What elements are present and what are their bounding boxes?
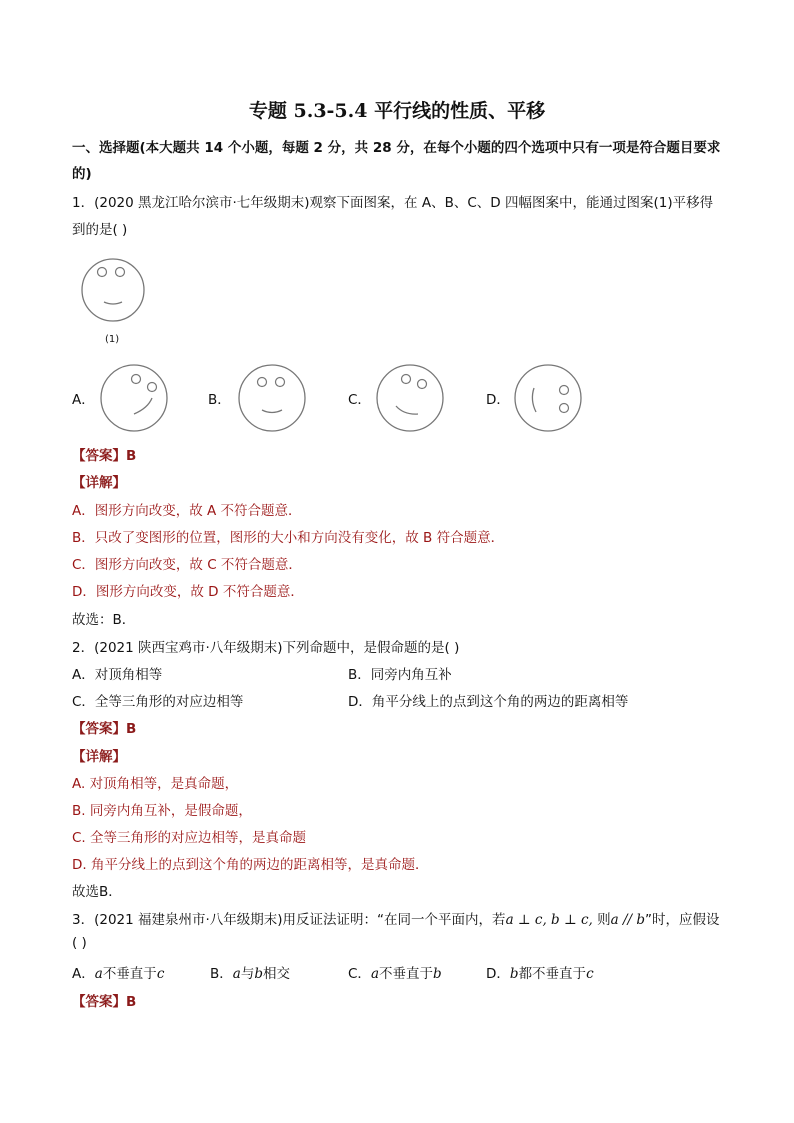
q1-answer: 【答案】B: [72, 448, 137, 464]
q1-explanation-b: B．只改了变图形的位置，图形的大小和方向没有变化，故 B 符合题意．: [72, 530, 505, 546]
q3-answer: 【答案】B: [72, 994, 137, 1010]
q1-option-d-face: [512, 362, 584, 434]
q3-option-b-var1: a: [232, 966, 241, 982]
q3-stem-mid: 则: [597, 912, 611, 928]
q1-figure-caption: (1): [105, 334, 120, 345]
q1-option-c-label: C．: [348, 392, 371, 408]
q3-option-c-letter: C．: [348, 966, 371, 982]
q1-conclusion: 故选：B．: [72, 612, 136, 628]
section-heading-line2: 的): [72, 166, 92, 182]
q3-option-c: [348, 962, 442, 982]
q1-stem-line2: 到的是( ): [72, 222, 128, 238]
q1-option-d-label: D．: [486, 392, 510, 408]
q1-explanation-c: C．图形方向改变，故 C 不符合题意．: [72, 557, 302, 573]
q1-option-c-face: [374, 362, 446, 434]
q3-option-a-var1: a: [94, 966, 103, 982]
q2-explanation-d: D. 角平分线上的点到这个角的两边的距离相等，是真命题．: [72, 857, 429, 873]
q3-option-a: [72, 962, 164, 982]
q3-math-conclusion: a // b: [610, 912, 645, 928]
q2-stem: 2．(2021 陕西宝鸡市·八年级期末)下列命题中，是假命题的是( ): [72, 640, 460, 656]
q2-explanation-c: C. 全等三角形的对应边相等，是真命题: [72, 830, 307, 846]
q1-option-b-label: B．: [208, 392, 231, 408]
q2-answer: 【答案】B: [72, 721, 137, 737]
q1-explanation-a: A．图形方向改变，故 A 不符合题意．: [72, 503, 302, 519]
q3-stem-line2: ( ): [72, 935, 87, 951]
q3-option-c-var2: b: [433, 966, 442, 982]
q1-figure-1-face: [78, 255, 148, 325]
q3-stem-post: ”时，应假设: [644, 912, 720, 928]
q3-math-condition: a ⊥ c, b ⊥ c,: [505, 912, 598, 928]
q3-option-a-var2: c: [156, 966, 165, 982]
q1-stem-line1: 1．(2020 黑龙江哈尔滨市·七年级期末)观察下面图案，在 A、B、C、D 四幅图案中，能通过图案(1)平移得: [72, 195, 714, 211]
q2-explanation-b: B. 同旁内角互补，是假命题，: [72, 803, 252, 819]
q1-option-b-face: [236, 362, 308, 434]
q3-option-a-letter: A．: [72, 966, 95, 982]
q3-option-d-var1: b: [509, 966, 519, 982]
q3-option-b-letter: B．: [210, 966, 233, 982]
q2-conclusion: 故选B．: [72, 884, 122, 900]
page-title: 专题 5.3-5.4 平行线的性质、平移: [248, 100, 546, 122]
q3-option-a-text: 不垂直于: [102, 966, 157, 982]
q3-option-d-var2: c: [586, 966, 594, 982]
q3-option-d-text: 都不垂直于: [518, 966, 587, 982]
q3-stem-line1: [72, 908, 719, 928]
q2-explanation-a: A. 对顶角相等，是真命题，: [72, 776, 239, 792]
q2-detail-label: 【详解】: [72, 749, 126, 765]
q3-option-b: [210, 962, 290, 982]
q3-option-c-var1: a: [370, 966, 379, 982]
q3-stem-pre: 3．(2021 福建泉州市·八年级期末)用反证法证明：“在同一个平面内，若: [72, 912, 506, 928]
q3-option-d-letter: D．: [486, 966, 510, 982]
q3-option-b-text: 与: [240, 966, 255, 982]
q3-option-d: [486, 962, 594, 982]
q1-detail-label: 【详解】: [72, 475, 126, 491]
q3-option-c-text: 不垂直于: [379, 966, 433, 982]
q3-option-b-var2: b: [254, 966, 263, 982]
q1-option-a-face: [98, 362, 170, 434]
q3-option-b-text2: 相交: [262, 966, 290, 982]
section-heading-line1: 一、选择题(本大题共 14 个小题，每题 2 分，共 28 分，在每个小题的四个选项中只有一项是符合题目要求: [72, 140, 721, 156]
q2-option-c: C．全等三角形的对应边相等: [72, 694, 244, 710]
q2-option-d: D．角平分线上的点到这个角的两边的距离相等: [348, 694, 629, 710]
q2-option-a: A．对顶角相等: [72, 667, 163, 683]
q1-explanation-d: D．图形方向改变，故 D 不符合题意．: [72, 584, 304, 600]
q2-option-b: B．同旁内角互补: [348, 667, 452, 683]
q1-option-a-label: A．: [72, 392, 95, 408]
